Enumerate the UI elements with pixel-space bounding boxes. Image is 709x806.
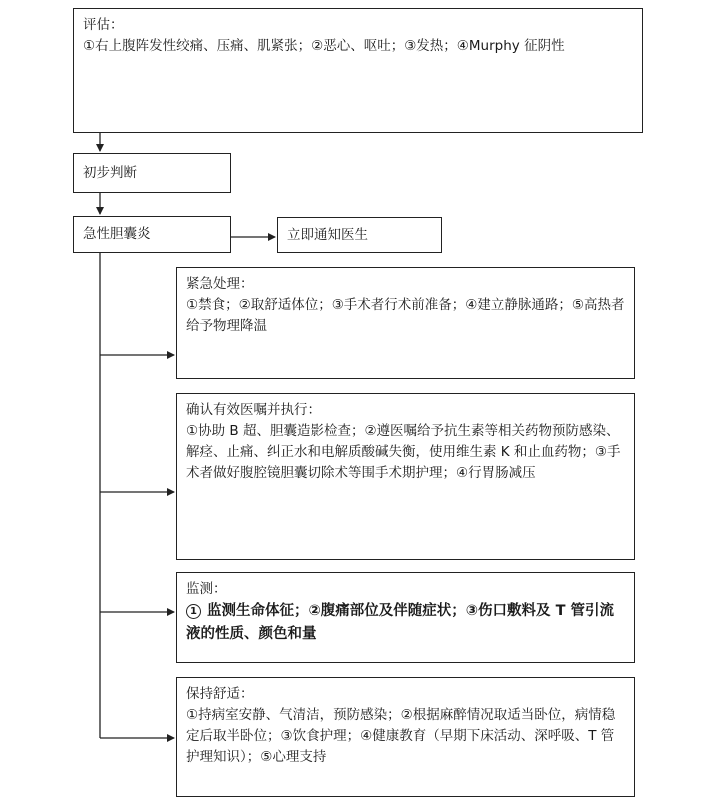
circled-number-icon: 1 bbox=[186, 604, 201, 619]
emergency-body: ①禁食；②取舒适体位；③手术者行术前准备；④建立静脉通路；⑤高热者给予物理降温 bbox=[186, 297, 625, 334]
diagnosis-box bbox=[73, 216, 231, 253]
monitoring-box bbox=[176, 572, 635, 663]
monitoring-title: 监测： bbox=[186, 581, 227, 597]
initial-judgment-box bbox=[73, 153, 231, 193]
comfort-body: ①持病室安静、气清洁，预防感染；②根据麻醉情况取适当卧位，病情稳定后取半卧位；③饮食护理；④健康教育（早期下床活动、深呼吸、T 管护理知识）；⑤心理支持 bbox=[186, 707, 616, 765]
monitoring-body-wrap bbox=[186, 600, 625, 646]
assessment-box bbox=[73, 8, 643, 133]
assessment-title: 评估： bbox=[83, 17, 124, 33]
notify-doctor-label: 立即通知医生 bbox=[287, 227, 368, 243]
orders-box bbox=[176, 393, 635, 560]
orders-title: 确认有效医嘱并执行： bbox=[186, 402, 321, 418]
diagnosis-label: 急性胆囊炎 bbox=[83, 226, 151, 242]
assessment-body: ①右上腹阵发性绞痛、压痛、肌紧张；②恶心、呕吐；③发热；④Murphy 征阴性 bbox=[83, 38, 565, 54]
emergency-title: 紧急处理： bbox=[186, 276, 254, 292]
comfort-box bbox=[176, 677, 635, 797]
comfort-title: 保持舒适： bbox=[186, 686, 254, 702]
orders-body: ①协助 B 超、胆囊造影检查；②遵医嘱给予抗生素等相关药物预防感染、解痉、止痛、纠正水和电解质酸碱失衡，使用维生素 K 和止血药物；③手术者做好腹腔镜胆囊切除术等围手术期护理；④行胃肠减压 bbox=[186, 423, 621, 481]
initial-judgment-label: 初步判断 bbox=[83, 165, 137, 181]
emergency-box bbox=[176, 267, 635, 379]
notify-doctor-box bbox=[277, 217, 442, 253]
monitoring-body: 监测生命体征；②腹痛部位及伴随症状；③伤口敷料及 T 管引流液的性质、颜色和量 bbox=[186, 603, 615, 642]
